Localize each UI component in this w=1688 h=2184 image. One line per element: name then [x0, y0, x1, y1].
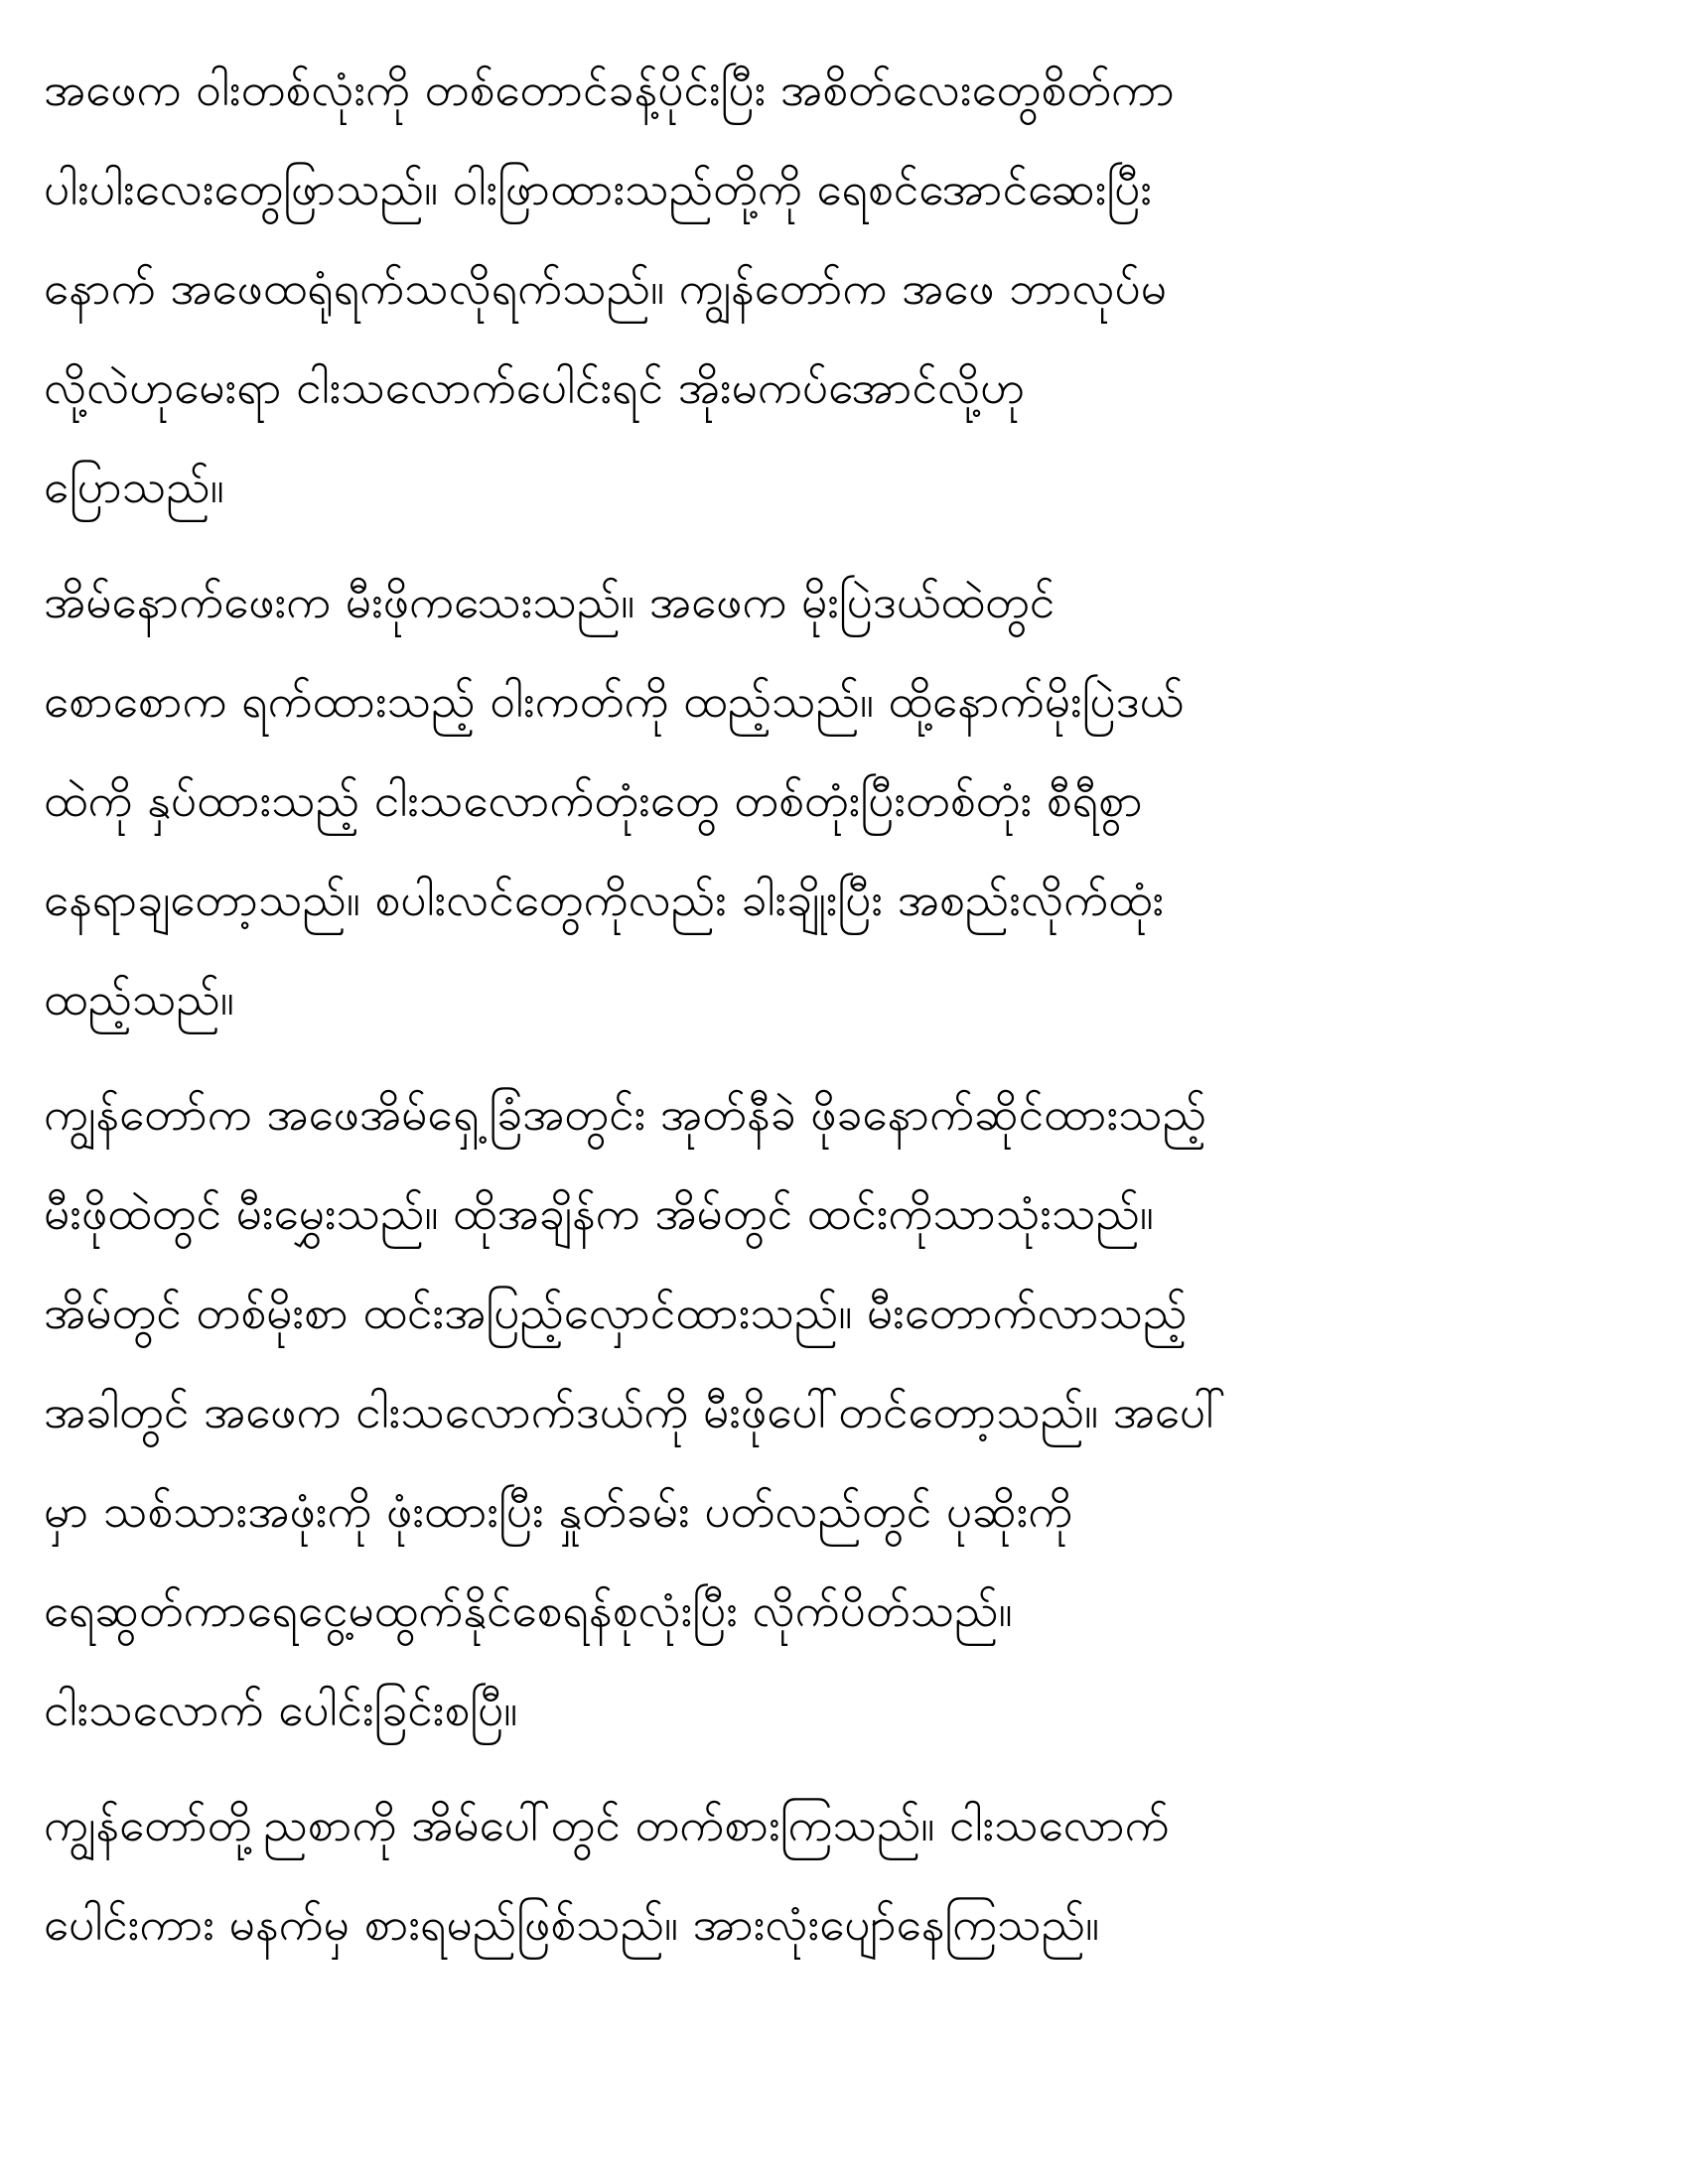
text-line: စောစောက ရက်ထားသည့် ဝါးကတ်ကို ထည့်သည်။ ထို့နောက်မိုးပြဲဒယ်: [44, 674, 1185, 728]
text-line: ထဲကို နှပ်ထားသည့် ငါးသလောက်တုံးတွေ တစ်တုံးပြီးတစ်တုံး စီရီစွာ: [44, 773, 1143, 827]
text-line: မှာ သစ်သားအဖုံးကို ဖုံးထားပြီး နှုတ်ခမ်း ပတ်လည်တွင် ပုဆိုးကို: [44, 1484, 1073, 1538]
text-line: အိမ်တွင် တစ်မိုးစာ ထင်းအပြည့်လှောင်ထားသည်။ မီးတောက်လာသည့်: [44, 1286, 1188, 1339]
text-line: ထည့်သည်။: [44, 972, 234, 1025]
document-page: [44, 40, 1652, 1974]
text-line: ငါးသလောက် ပေါင်းခြင်းစပြီ။: [44, 1683, 518, 1736]
text-line: အဖေက ဝါးတစ်လုံးကို တစ်တောင်ခန့်ပိုင်းပြီး အစိတ်လေးတွေစိတ်ကာ: [44, 63, 1175, 116]
paragraph-gap: [44, 536, 1652, 552]
text-line: ပါးပါးလေးတွေဖြာသည်။ ဝါးဖြာထားသည်တို့ကို ရေစင်အောင်ဆေးပြီး: [44, 162, 1153, 215]
paragraph-gap: [44, 1048, 1652, 1064]
text-line: ရေဆွတ်ကာရေငွေ့မထွက်နိုင်စေရန်စုလုံးပြီး လိုက်ပိတ်သည်။: [44, 1583, 1013, 1637]
paragraph-gap: [44, 1759, 1652, 1775]
text-line: ကျွန်တော်တို့ညစာကို အိမ်ပေါ်တွင် တက်စားကြသည်။ ငါးသလောက်: [44, 1798, 1170, 1851]
paragraph-1: [44, 40, 1652, 536]
text-line: ပြောသည်။: [44, 460, 224, 513]
text-line: အိမ်နောက်ဖေးက မီးဖိုကသေးသည်။ အဖေက မိုးပြဲဒယ်ထဲတွင်: [44, 575, 1055, 628]
text-line: အခါတွင် အဖေက ငါးသလောက်ဒယ်ကို မီးဖိုပေါ်တင်တော့သည်။ အပေါ်: [44, 1385, 1226, 1438]
text-line: ကျွန်တော်က အဖေအိမ်ရှေ့ခြံအတွင်း အုတ်နီခဲ ဖိုခနောက်ဆိုင်ထားသည့်: [44, 1087, 1207, 1141]
text-line: လို့လဲဟုမေးရာ ငါးသလောက်ပေါင်းရင် အိုးမကပ်အောင်လို့ဟု: [44, 360, 1026, 414]
text-line: နောက် အဖေထရုံရက်သလိုရက်သည်။ ကျွန်တော်က အဖေ ဘာလုပ်မ: [44, 261, 1167, 315]
paragraph-3: [44, 1064, 1652, 1759]
text-line: ပေါင်းကား မနက်မှ စားရမည်ဖြစ်သည်။ အားလုံးပျော်နေကြသည်။: [44, 1897, 1100, 1951]
paragraph-2: [44, 552, 1652, 1048]
text-line: မီးဖိုထဲတွင် မီးမွှေးသည်။ ထိုအချိန်က အိမ်တွင် ထင်းကိုသာသုံးသည်။: [44, 1186, 1154, 1240]
text-line: နေရာချတော့သည်။ စပါးလင်တွေကိုလည်း ခါးချိုးပြီး အစည်းလိုက်ထုံး: [44, 873, 1165, 926]
paragraph-4: [44, 1775, 1652, 1974]
